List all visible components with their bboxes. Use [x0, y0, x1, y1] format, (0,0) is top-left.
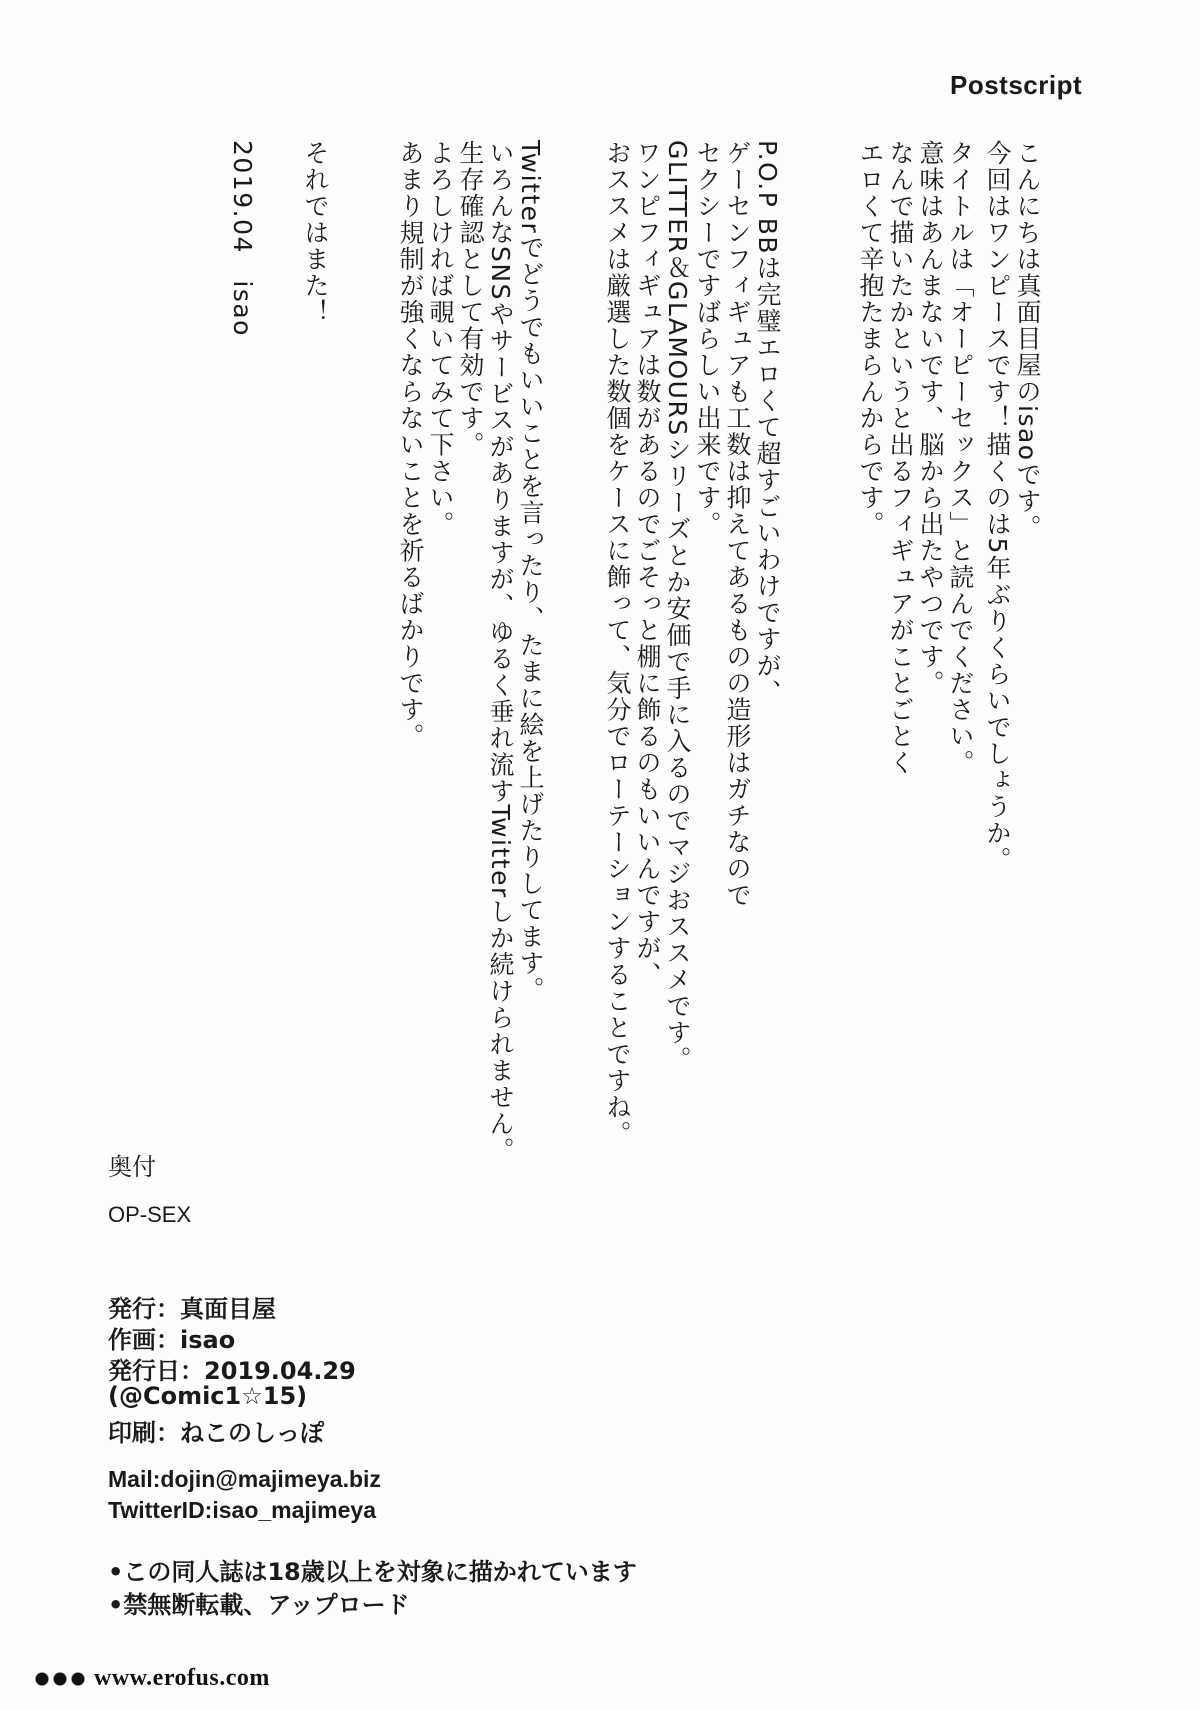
colophon-twitter: TwitterID:isao_majimeya — [108, 1497, 377, 1523]
afterword-line: おススメは厳選した数個をケースに飾って、気分でローテーションすることですね。 — [603, 140, 632, 1147]
colophon-reprint-notice: •禁無断転載、アップロード — [108, 1591, 410, 1619]
colophon-publisher: 発行：真面目屋 — [108, 1295, 276, 1323]
afterword-line: ゲーセンフィギュアも工数は抑えてあるものの造形はガチなので — [723, 140, 752, 909]
colophon-printer: 印刷：ねこのしっぽ — [108, 1419, 324, 1447]
page-heading: Postscript — [950, 70, 1083, 100]
colophon-mail: Mail:dojin@majimeya.biz — [108, 1466, 381, 1492]
colophon-date: 発行日：2019.04.29 — [108, 1357, 356, 1385]
colophon-work-title: OP-SEX — [108, 1202, 192, 1227]
colophon-age-notice: •この同人誌は18歳以上を対象に描かれています — [108, 1558, 637, 1586]
afterword-line: 生存確認として有効です。 — [456, 140, 485, 458]
watermark-text: www.erofus.com — [94, 1665, 270, 1691]
afterword-line: P.O.P BBは完璧エロくて超すごいわけですが、 — [753, 140, 782, 706]
afterword-line: よろしければ覗いてみて下さい。 — [426, 140, 455, 538]
afterword-line: エロくて辛抱たまらんからです。 — [856, 140, 885, 538]
afterword-closing: それではまた！ — [301, 140, 330, 326]
colophon-artist: 作画：isao — [108, 1326, 236, 1354]
colophon-event: (@Comic1☆15) — [108, 1382, 308, 1410]
watermark-logo-icon — [32, 1669, 88, 1689]
site-watermark — [32, 1665, 270, 1692]
colophon-title: 奥付 — [108, 1153, 156, 1181]
afterword-line: いろんなSNSやサービスがありますが、ゆるく垂れ流すTwitterしか続けられません。 — [486, 140, 515, 1164]
afterword-line: あまり規制が強くならないことを祈るばかりです。 — [396, 140, 425, 750]
afterword-signature: 2019.04 isao — [228, 140, 257, 337]
afterword-line: ワンピフィギュアは数があるのでごそっと棚に飾るのもいいんですが、 — [633, 140, 662, 988]
afterword-line: GLITTER＆GLAMOURSシリーズとか安価で手に入るのでマジおススメです。 — [663, 140, 692, 1073]
afterword-line: タイトルは「オーピーセックス」と読んでください。 — [946, 140, 975, 776]
afterword-line: こんにちは真面目屋のisaoです。 — [1013, 140, 1042, 542]
afterword-line: Twitterでどうでもいいことを言ったり、たまに絵を上げたりしてます。 — [516, 140, 545, 1003]
afterword-line: なんで描いたかというと出るフィギュアがことごとく — [886, 140, 915, 776]
afterword-line: 意味はあんまないです、脳から出たやつです。 — [916, 140, 945, 697]
afterword-line: 今回はワンピースです！描くのは5年ぶりくらいでしょうか。 — [983, 140, 1012, 873]
afterword-line: セクシーですばらしい出来です。 — [693, 140, 722, 538]
